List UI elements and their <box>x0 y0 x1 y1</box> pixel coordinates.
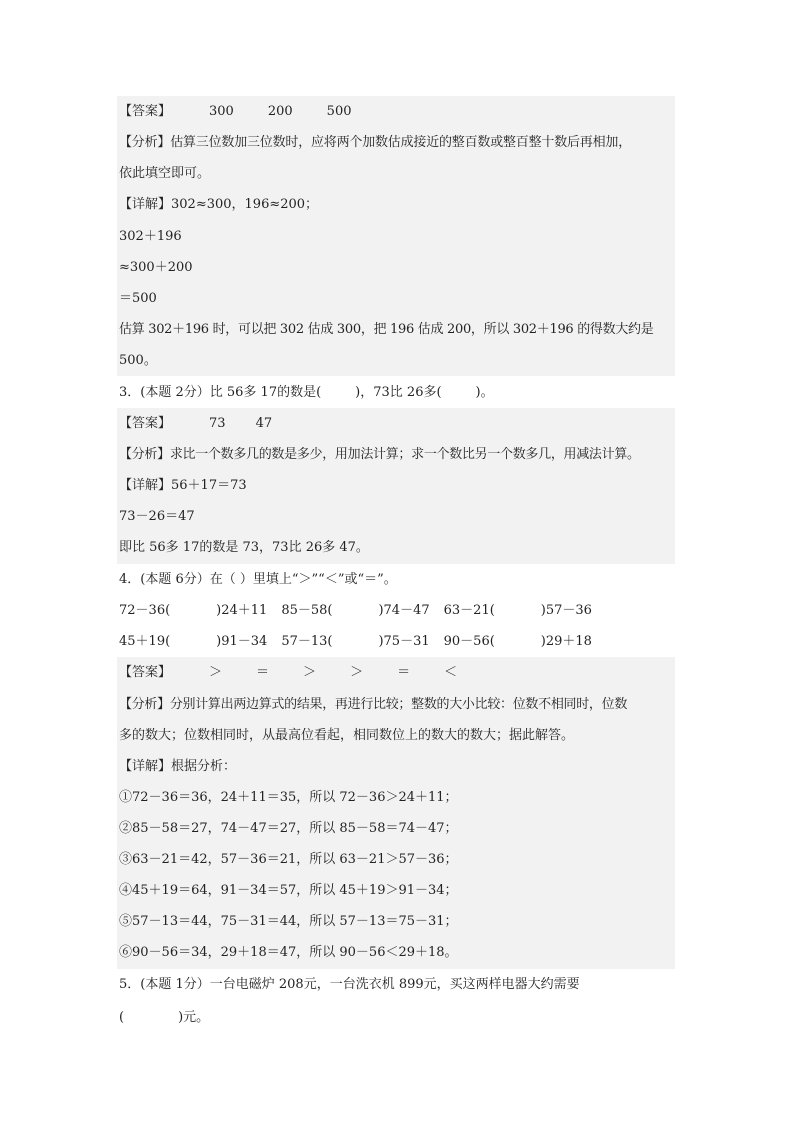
comparison-left: 45＋19( <box>119 634 171 649</box>
analysis-text: 估算三位数加三位数时，应将两个加数估成接近的整百数或整百整十数后再相加， <box>170 135 632 150</box>
detail-text: ≈300＋200 <box>119 260 193 275</box>
step-text: ⑥90－56＝34，29＋18＝47，所以 90－56＜29＋18。 <box>119 945 458 960</box>
question-text: 5．(本题 1分）一台电磁炉 208元，一台洗衣机 899元，买这两样电器大约需要 <box>119 977 580 992</box>
q2-detail-line-3 <box>119 259 193 277</box>
answer-value: 200 <box>267 104 293 119</box>
comparison-right: )24＋11 <box>216 603 268 618</box>
comparison-left: 57－13( <box>281 634 333 649</box>
comparison-left: 72－36( <box>119 603 171 618</box>
comparison-left: 90－56( <box>443 634 495 649</box>
q2-analysis-line <box>119 134 631 152</box>
answer-value: ＜ <box>444 665 458 680</box>
q2-detail-line-4 <box>119 290 157 308</box>
step-text: ⑤57－13＝44，75－31＝44，所以 57－13＝75－31； <box>119 914 458 929</box>
answer-tag: 【答案】 <box>119 665 172 680</box>
q2-detail-line <box>119 196 318 214</box>
q3-question <box>119 384 494 402</box>
q3-analysis-line <box>119 446 640 464</box>
answer-value: ＝ <box>397 665 411 680</box>
q4-detail-line <box>119 758 236 776</box>
step-text: ①72－36＝36，24＋11＝35，所以 72－36＞24＋11； <box>119 790 458 805</box>
q3-detail-line-2 <box>119 508 195 526</box>
answer-value: ＞ <box>303 665 317 680</box>
q2-detail-line-2 <box>119 228 182 246</box>
comparison-right: )75－31 <box>378 634 430 649</box>
answer-value: 300 <box>209 104 234 119</box>
detail-text: 302＋196 <box>119 229 182 244</box>
q4-step <box>119 789 458 807</box>
detail-text: 302≈300，196≈200； <box>171 197 319 212</box>
detail-tag: 【详解】 <box>119 478 172 493</box>
analysis-tag: 【分析】 <box>119 135 171 150</box>
answer-tag: 【答案】 <box>119 416 172 431</box>
analysis-text: 求比一个数多几的数是多少，用加法计算；求一个数比另一个数多几，用减法计算。 <box>169 447 640 462</box>
analysis-text: 依此填空即可。 <box>119 166 211 181</box>
detail-tag: 【详解】 <box>119 759 172 774</box>
answer-value: 47 <box>255 416 273 431</box>
comparison-left: 85－58( <box>281 603 333 618</box>
q2-detail-line-6 <box>119 352 157 370</box>
answer-value: ＝ <box>256 665 270 680</box>
analysis-text: 分别计算出两边算式的结果，再进行比较；整数的大小比较：位数不相同时，位数 <box>169 697 628 712</box>
q3-detail-line-3 <box>119 539 369 557</box>
answer-value: 500 <box>326 104 352 119</box>
question-text: 3．(本题 2分）比 56多 17的数是( <box>119 385 322 400</box>
q4-step <box>119 913 458 931</box>
q4-row-2 <box>119 633 592 651</box>
comparison-right: )91－34 <box>216 634 268 649</box>
answer-tag: 【答案】 <box>119 104 172 119</box>
q4-step <box>119 820 458 838</box>
q3-answer-line <box>119 415 272 433</box>
q4-step <box>119 944 458 962</box>
q4-analysis-line-2 <box>119 727 574 745</box>
analysis-text: 多的数大；位数相同时，从最高位看起，相同数位上的数大的数大；据此解答。 <box>119 728 575 743</box>
answer-value: ＞ <box>209 665 223 680</box>
comparison-left: 63－21( <box>443 603 495 618</box>
detail-text: 56＋17＝73 <box>171 478 247 493</box>
analysis-tag: 【分析】 <box>119 447 170 462</box>
question-text: )元。 <box>178 1010 210 1025</box>
q2-answer-line <box>119 103 352 121</box>
q4-step <box>119 851 458 869</box>
q4-step <box>119 882 458 900</box>
q2-detail-line-5 <box>119 321 653 339</box>
q5-question <box>119 976 580 994</box>
comparison-right: )74－47 <box>378 603 430 618</box>
detail-text: 估算 302＋196 时，可以把 302 估成 300，把 196 估成 200，所以 302＋196 的得数大约是 <box>119 322 654 337</box>
question-text: ( <box>119 1010 125 1025</box>
answer-value: ＞ <box>350 665 364 680</box>
answer-value: 73 <box>209 416 226 431</box>
detail-text: 73－26＝47 <box>119 509 195 524</box>
step-text: ④45＋19＝64，91－34＝57，所以 45＋19＞91－34； <box>119 883 458 898</box>
detail-text: 根据分析： <box>171 759 237 774</box>
detail-tag: 【详解】 <box>119 197 172 212</box>
step-text: ②85－58＝27，74－47＝27，所以 85－58＝74－47； <box>119 821 458 836</box>
q3-detail-line <box>119 477 247 495</box>
question-text: 4．(本题 6分）在（ ）里填上“＞”“＜”或“＝”。 <box>119 572 397 587</box>
detail-text: ＝500 <box>119 291 157 306</box>
q2-analysis-line-2 <box>119 165 210 183</box>
q5-question-line-2 <box>119 1009 209 1027</box>
comparison-right: )57－36 <box>540 603 592 618</box>
q4-question <box>119 571 397 589</box>
q4-analysis-line <box>119 696 627 714</box>
q4-row-1 <box>119 602 592 620</box>
analysis-tag: 【分析】 <box>119 697 170 712</box>
detail-text: 即比 56多 17的数是 73，73比 26多 47。 <box>119 540 369 555</box>
detail-text: 500。 <box>119 353 157 368</box>
step-text: ③63－21＝42，57－36＝21，所以 63－21＞57－36； <box>119 852 458 867</box>
q4-answer-line <box>119 664 457 682</box>
question-text: )。 <box>475 385 494 400</box>
comparison-right: )29＋18 <box>540 634 592 649</box>
question-text: )，73比 26多( <box>355 385 442 400</box>
